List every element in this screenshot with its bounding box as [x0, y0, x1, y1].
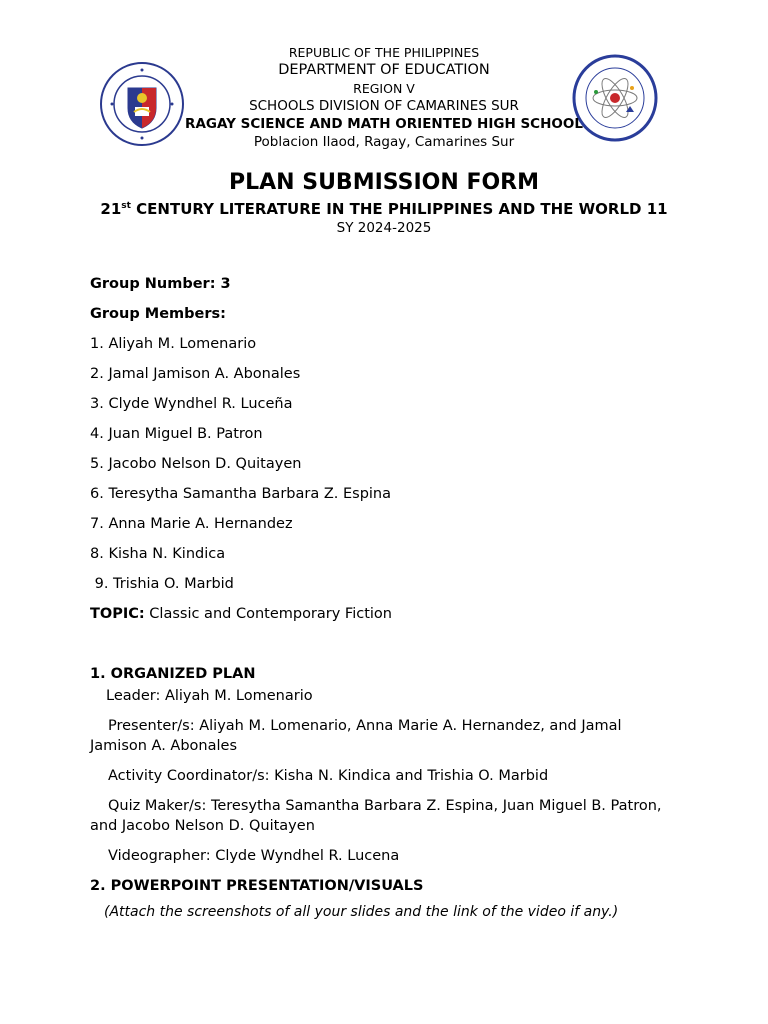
- activity-line: [90, 766, 670, 786]
- videographer-line: [90, 846, 670, 866]
- republic-line: REPUBLIC OF THE PHILIPPINES: [288, 45, 480, 60]
- topic-line: [90, 604, 670, 634]
- school-year: SY 2024-2025: [336, 220, 432, 236]
- organized-plan-heading: 1. ORGANIZED PLAN: [90, 666, 256, 682]
- division-line: SCHOOLS DIVISION OF CAMARINES SUR: [249, 98, 519, 114]
- subtitle-rest: CENTURY LITERATURE IN THE PHILIPPINES AND THE WORLD 11: [130, 200, 668, 218]
- quiz-line: [90, 796, 670, 836]
- subtitle-prefix: 21: [100, 200, 122, 218]
- list-item: 8. Kisha N. Kindica: [90, 546, 226, 562]
- form-body: [90, 274, 670, 922]
- group-number: Group Number: 3: [90, 276, 231, 292]
- list-item: 9. Trishia O. Marbid: [90, 576, 234, 592]
- list-item: 1. Aliyah M. Lomenario: [90, 336, 257, 352]
- department-line: DEPARTMENT OF EDUCATION: [278, 62, 490, 78]
- school-name: RAGAY SCIENCE AND MATH ORIENTED HIGH SCHOOL: [185, 116, 583, 132]
- members-list: [90, 334, 670, 604]
- activity-text: Activity Coordinator/s: Kisha N. Kindica and Trishia O. Marbid: [108, 768, 549, 784]
- spacer: [90, 634, 670, 664]
- videographer-text: Videographer: Clyde Wyndhel R. Lucena: [108, 848, 400, 864]
- topic-value: Classic and Contemporary Fiction: [144, 606, 392, 622]
- region-line: REGION V: [353, 81, 415, 96]
- topic-label: TOPIC:: [90, 606, 145, 622]
- form-title: PLAN SUBMISSION FORM: [228, 170, 540, 195]
- list-item: 2. Jamal Jamison A. Abonales: [90, 366, 301, 382]
- presenters-line: [90, 716, 670, 756]
- school-address: Poblacion Ilaod, Ragay, Camarines Sur: [253, 134, 515, 150]
- list-item: 6. Teresytha Samantha Barbara Z. Espina: [90, 486, 392, 502]
- list-item: 7. Anna Marie A. Hernandez: [90, 516, 293, 532]
- ppt-note: (Attach the screenshots of all your slides and the link of the video if any.): [104, 904, 619, 920]
- deped-seal-logo: [100, 62, 184, 146]
- leader-line: Leader: Aliyah M. Lomenario: [106, 688, 313, 704]
- list-item: 3. Clyde Wyndhel R. Luceña: [90, 396, 293, 412]
- presenters-text: Presenter/s: Aliyah M. Lomenario, Anna Marie A. Hernandez, and Jamal Jamison A. Abonales: [90, 718, 622, 754]
- form-subtitle: [0, 200, 768, 218]
- quiz-text: Quiz Maker/s: Teresytha Samantha Barbara Z. Espina, Juan Miguel B. Patron, and Jacobo Nelson D. Quitayen: [90, 798, 662, 834]
- group-members-label: Group Members:: [90, 306, 226, 322]
- list-item: 5. Jacobo Nelson D. Quitayen: [90, 456, 302, 472]
- list-item: 4. Juan Miguel B. Patron: [90, 426, 263, 442]
- subtitle-ordinal: st: [121, 201, 131, 211]
- ppt-heading: 2. POWERPOINT PRESENTATION/VISUALS: [90, 878, 424, 894]
- letterhead: [180, 44, 588, 151]
